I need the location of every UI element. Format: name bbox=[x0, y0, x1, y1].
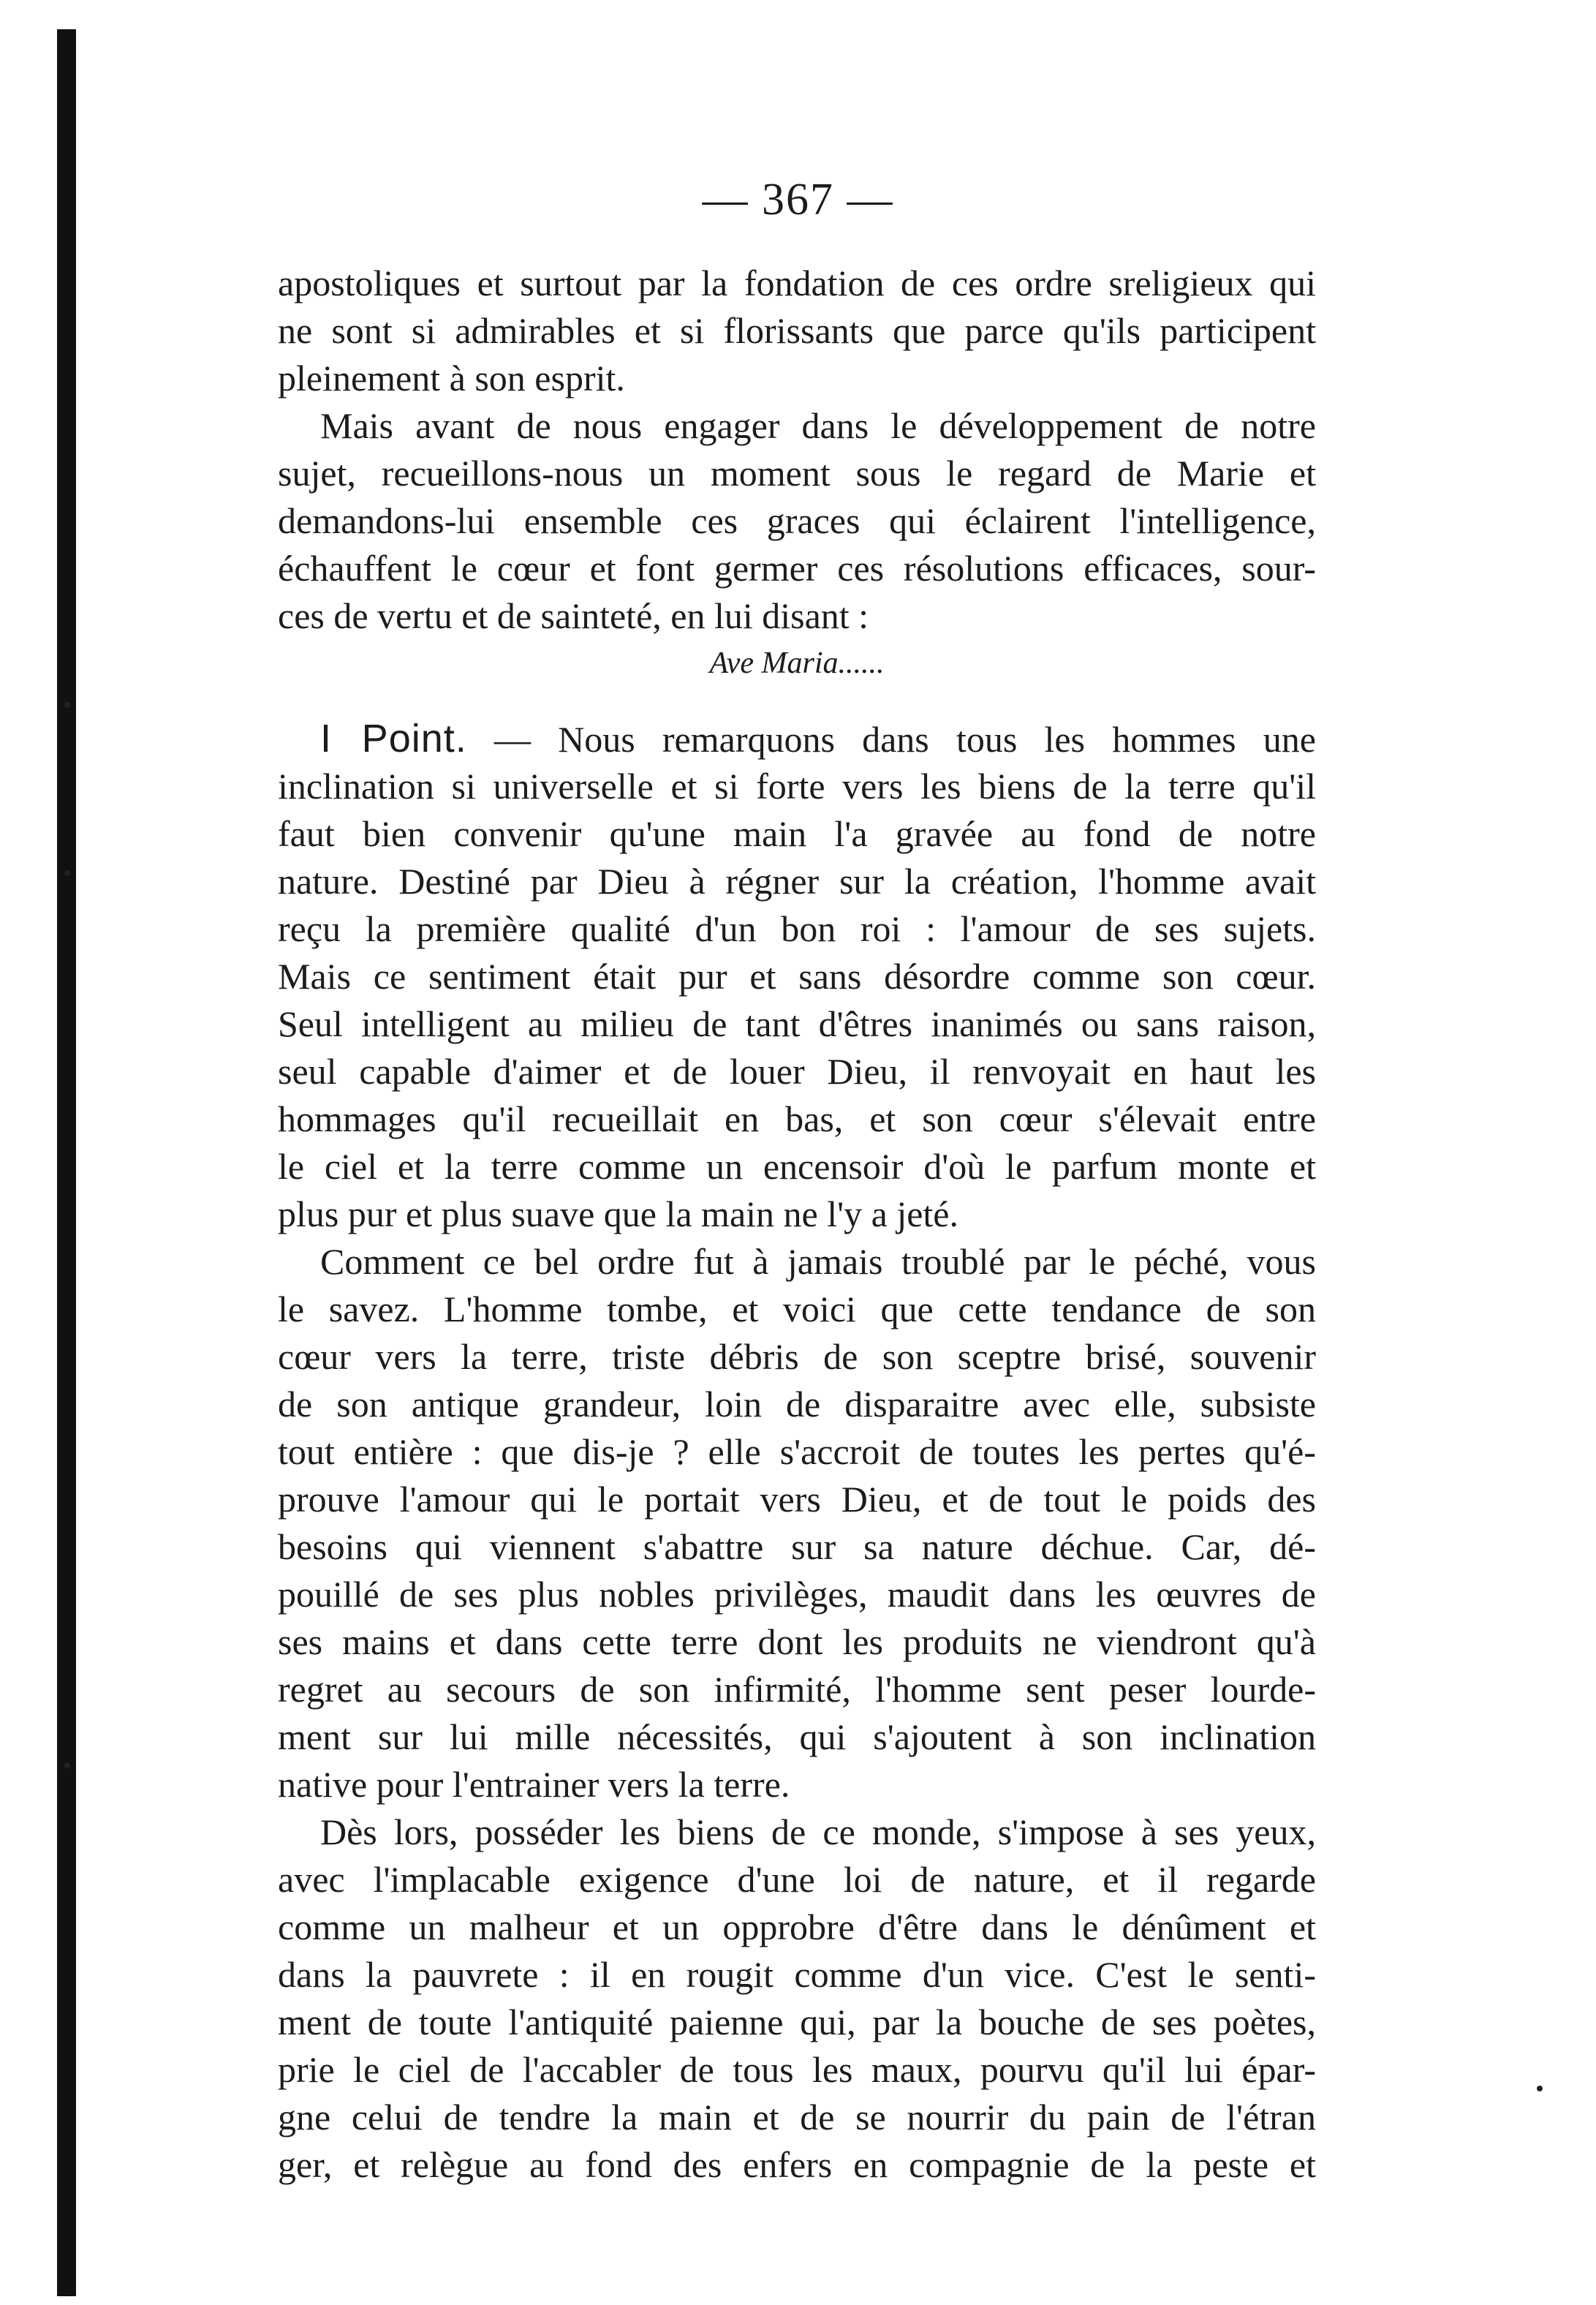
text-line: inclination si universelle et si forte vers les biens de la terre qu'il bbox=[278, 766, 1316, 807]
text-line: besoins qui viennent s'abattre sur sa nature déchue. Car, dé- bbox=[278, 1526, 1316, 1567]
text-line: ne sont si admirables et si florissants que parce qu'ils participent bbox=[278, 310, 1316, 351]
text-line: Mais ce sentiment était pur et sans désordre comme son cœur. bbox=[278, 956, 1316, 997]
text-line: Mais avant de nous engager dans le développement de notre bbox=[320, 405, 1316, 446]
text-line: faut bien convenir qu'une main l'a gravée au fond de notre bbox=[278, 813, 1316, 854]
text-line: Dès lors, posséder les biens de ce monde, s'impose à ses yeux, bbox=[320, 1811, 1316, 1852]
scan-speck bbox=[64, 702, 70, 708]
text-line: ment de toute l'antiquité paienne qui, par la bouche de ses poètes, bbox=[278, 2002, 1316, 2042]
paragraph-gap bbox=[278, 687, 1316, 715]
text-line: apostoliques et surtout par la fondation de ces ordre sreligieux qui bbox=[278, 263, 1316, 303]
text-line: sujet, recueillons-nous un moment sous le regard de Marie et bbox=[278, 453, 1316, 494]
scanned-binding-edge bbox=[57, 29, 76, 2296]
point-first-line-rest: — Nous remarquons dans tous les hommes une bbox=[493, 719, 1316, 760]
text-line: ces de vertu et de sainteté, en lui disant : bbox=[278, 595, 869, 636]
text-line: Comment ce bel ordre fut à jamais troublé par le péché, vous bbox=[320, 1241, 1316, 1282]
text-line: ment sur lui mille nécessités, qui s'ajoutent à son inclination bbox=[278, 1716, 1316, 1757]
text-line: plus pur et plus suave que la main ne l'y a jeté. bbox=[278, 1193, 958, 1234]
text-line: regret au secours de son infirmité, l'homme sent peser lourde- bbox=[278, 1669, 1316, 1710]
text-line: gne celui de tendre la main et de se nourrir du pain de l'étran bbox=[278, 2097, 1316, 2138]
text-line: seul capable d'aimer et de louer Dieu, il renvoyait en haut les bbox=[278, 1051, 1316, 1092]
point-label: I Point. bbox=[320, 717, 467, 761]
body-text bbox=[278, 260, 1316, 2189]
text-line: tout entière : que dis-je ? elle s'accroit de toutes les pertes qu'é- bbox=[278, 1431, 1316, 1472]
text-line: reçu la première qualité d'un bon roi : l'amour de ses sujets. bbox=[278, 908, 1316, 949]
text-line: comme un malheur et un opprobre d'être dans le dénûment et bbox=[278, 1906, 1316, 1947]
text-line: native pour l'entrainer vers la terre. bbox=[278, 1764, 790, 1805]
page-number: — 367 — bbox=[702, 175, 894, 225]
text-line: dans la pauvrete : il en rougit comme d'un vice. C'est le senti- bbox=[278, 1954, 1316, 1995]
scan-speck bbox=[64, 870, 70, 876]
text-line: ses mains et dans cette terre dont les produits ne viendront qu'à bbox=[278, 1621, 1316, 1662]
ave-maria-line: Ave Maria...... bbox=[709, 646, 885, 680]
text-line: nature. Destiné par Dieu à régner sur la création, l'homme avait bbox=[278, 861, 1316, 902]
text-line: le ciel et la terre comme un encensoir d'où le parfum monte et bbox=[278, 1146, 1316, 1187]
text-line: prie le ciel de l'accabler de tous les maux, pourvu qu'il lui épar- bbox=[278, 2049, 1316, 2090]
text-line: cœur vers la terre, triste débris de son sceptre brisé, souvenir bbox=[278, 1336, 1316, 1377]
text-line: pouillé de ses plus nobles privilèges, maudit dans les œuvres de bbox=[278, 1574, 1316, 1615]
text-line: hommages qu'il recueillait en bas, et son cœur s'élevait entre bbox=[278, 1098, 1316, 1139]
text-line: Seul intelligent au milieu de tant d'êtres inanimés ou sans raison, bbox=[278, 1003, 1316, 1044]
text-line: échauffent le cœur et font germer ces résolutions efficaces, sour- bbox=[278, 548, 1316, 589]
text-line: de son antique grandeur, loin de disparaitre avec elle, subsiste bbox=[278, 1384, 1316, 1425]
text-line: prouve l'amour qui le portait vers Dieu, et de tout le poids des bbox=[278, 1479, 1316, 1520]
text-line: pleinement à son esprit. bbox=[278, 358, 625, 399]
point-heading-line bbox=[278, 715, 1316, 763]
scan-speck bbox=[1537, 2086, 1543, 2091]
text-line: avec l'implacable exigence d'une loi de nature, et il regarde bbox=[278, 1859, 1316, 1900]
text-line: demandons-lui ensemble ces graces qui éclairent l'intelligence, bbox=[278, 500, 1316, 541]
scan-speck bbox=[64, 1762, 70, 1768]
text-line: le savez. L'homme tombe, et voici que cette tendance de son bbox=[278, 1289, 1316, 1329]
text-line: ger, et relègue au fond des enfers en compagnie de la peste et bbox=[278, 2144, 1316, 2185]
